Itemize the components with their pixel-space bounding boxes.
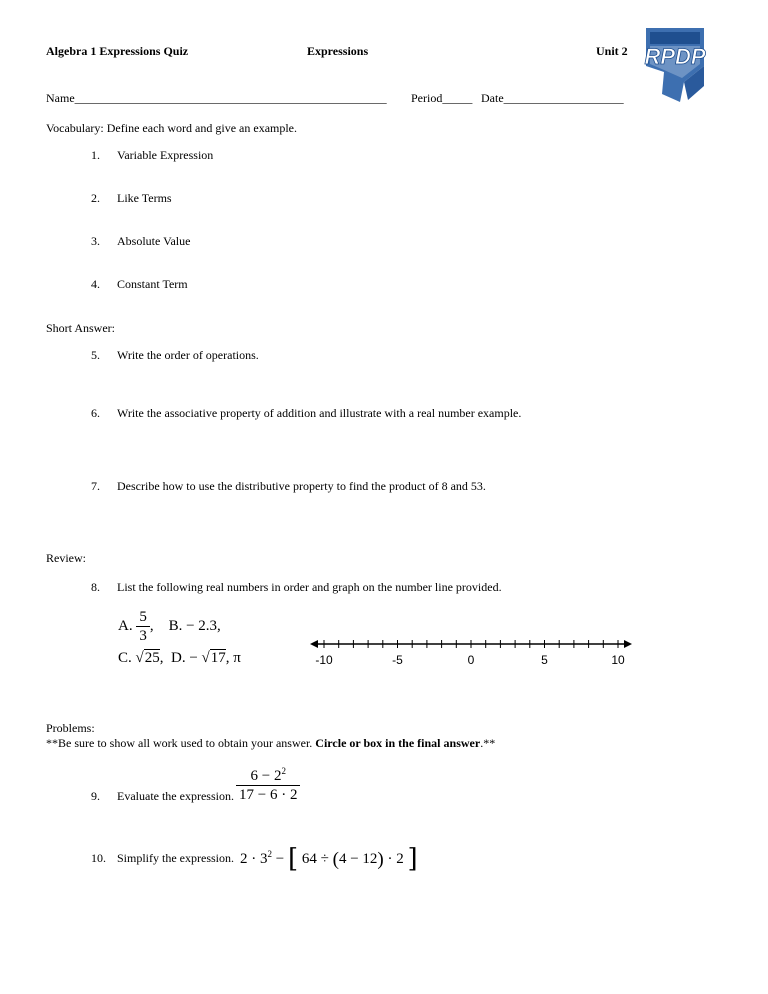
number-line-label: 10 <box>611 653 625 667</box>
problem-10-expression: $2 \cdot 3^2$ − [ 64 ÷ (4 − 12) · 2 ] <box>240 844 418 874</box>
question-3: 3. Absolute Value <box>91 234 191 248</box>
name-field: Name____________________________________________________ <box>46 91 387 105</box>
question-5: 5. Write the order of operations. <box>91 348 259 362</box>
number-line-ticks <box>310 640 632 648</box>
rpdp-logo <box>640 24 710 104</box>
number-line-labels <box>315 653 625 667</box>
problems-heading: Problems: <box>46 721 95 735</box>
question-10: 10. Simplify the expression. <box>91 851 234 865</box>
number-line-label: 0 <box>467 653 475 667</box>
choices-cd: C. √25, D. − √17, π <box>118 650 241 666</box>
question-2: 2. Like Terms <box>91 191 172 205</box>
question-9: 9. Evaluate the expression. <box>91 789 234 803</box>
svg-text:RPDP: RPDP <box>644 44 706 69</box>
choices-ab: A. $\frac{5}{3}$ , B. − 2.3, <box>118 609 221 644</box>
quiz-title: Algebra 1 Expressions Quiz <box>46 44 189 58</box>
problem-9-expression: $\frac{6 - 2^2}{17 - 6 \cdot 2}$ <box>236 762 300 804</box>
number-line-label: -10 <box>315 653 333 667</box>
period-field: Period_____ <box>411 91 473 105</box>
review-heading: Review: <box>46 551 86 565</box>
question-1: 1. Variable Expression <box>91 148 214 162</box>
question-6: 6. Write the associative property of addition and illustrate with a real number example. <box>91 406 522 420</box>
question-4: 4. Constant Term <box>91 277 188 291</box>
date-field: Date____________________ <box>481 91 624 105</box>
question-8: 8. List the following real numbers in order and graph on the number line provided. <box>91 580 502 594</box>
number-line <box>306 634 636 668</box>
vocabulary-heading: Vocabulary: Define each word and give an example. <box>46 121 298 135</box>
unit-label: Unit 2 <box>596 44 628 58</box>
left-arrow-icon <box>310 640 318 648</box>
number-line-label: -5 <box>392 653 403 667</box>
right-arrow-icon <box>624 640 632 648</box>
short-answer-heading: Short Answer: <box>46 321 115 335</box>
topic-label: Expressions <box>307 44 369 58</box>
question-7: 7. Describe how to use the distributive property to find the product of 8 and 53. <box>91 479 486 493</box>
instructions: **Be sure to show all work used to obtain your answer. Circle or box in the final answer.** <box>46 736 496 750</box>
number-line-label: 5 <box>541 653 548 667</box>
